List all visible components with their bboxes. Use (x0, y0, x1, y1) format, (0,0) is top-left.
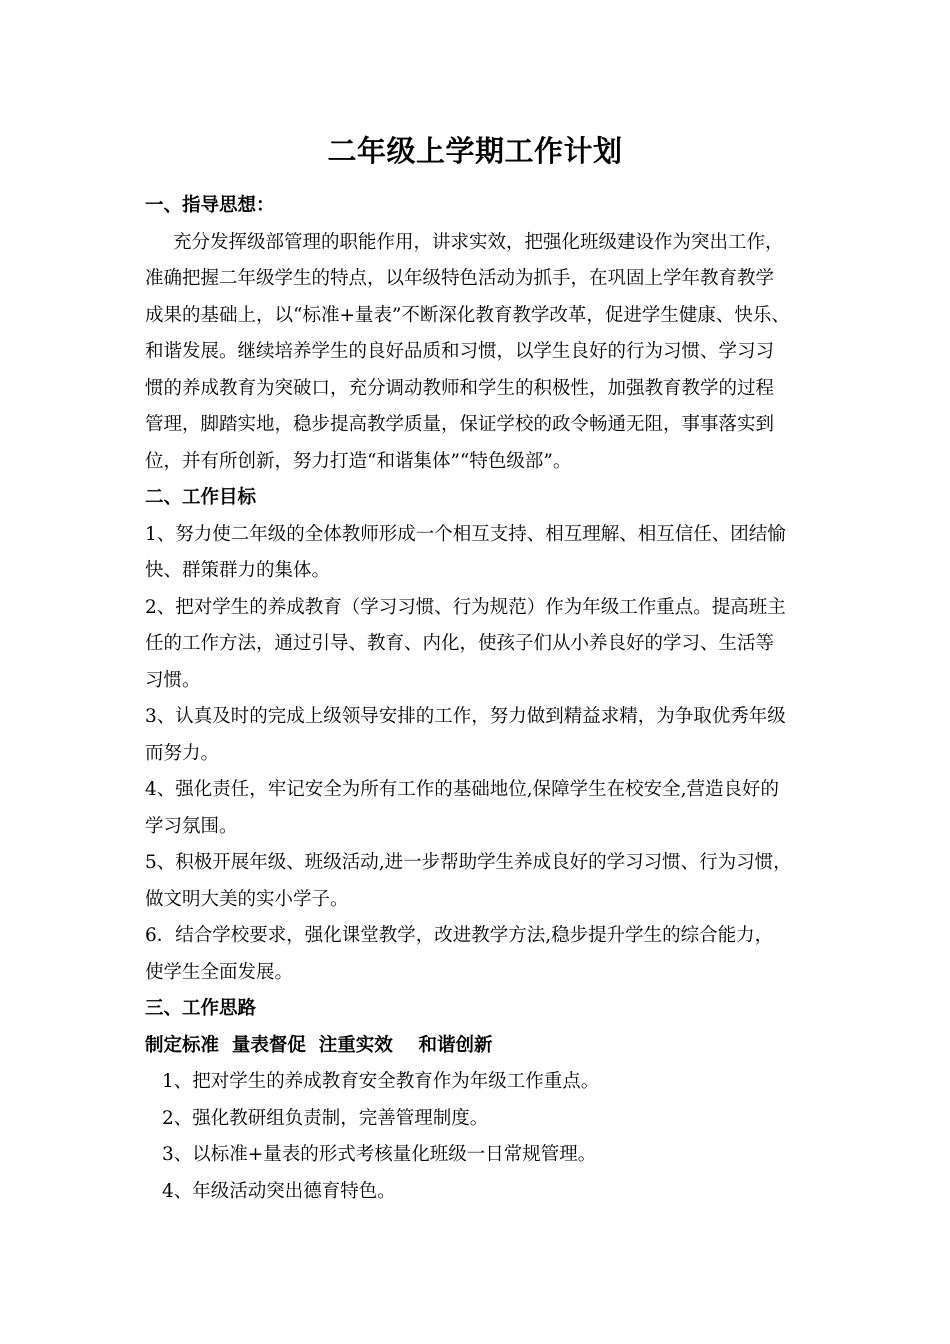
list-item-line: 任的工作方法，通过引导、教育、内化，使孩子们从小养良好的学习、生活等 (145, 633, 775, 654)
list-item (145, 590, 830, 700)
paragraph-line: 准确把握二年级学生的特点，以年级特色活动为抓手，在巩固上学年教育教学 (145, 268, 775, 289)
list-item-line: 快、群策群力的集体。 (145, 560, 331, 581)
work-approach-motto: 制定标准 量表督促 注重实效 和谐创新 (145, 1034, 493, 1056)
list-item-line: 而努力。 (145, 742, 220, 764)
document-body (145, 188, 830, 1210)
list-item-line: 2、把对学生的养成教育（学习习惯、行为规范）作为年级工作重点。提高班主 (145, 596, 786, 618)
list-item-line: 6．结合学校要求，强化课堂教学，改进教学方法,稳步提升学生的综合能力， (145, 925, 774, 946)
paragraph-line: 和谐发展。继续培养学生的良好品质和习惯，以学生良好的行为习惯、学习习 (145, 341, 775, 362)
work-approach-list (145, 1064, 830, 1210)
list-item-line: 学习氛围。 (145, 815, 238, 837)
list-item (145, 699, 830, 772)
list-item-line: 1、努力使二年级的全体教师形成一个相互支持、相互理解、相互信任、团结愉 (145, 523, 786, 545)
paragraph-line: 充分发挥级部管理的职能作用，讲求实效，把强化班级建设作为突出工作， (173, 231, 784, 253)
list-item (145, 772, 830, 845)
list-item-line: 习惯。 (145, 669, 201, 691)
list-item: 4、年级活动突出德育特色。 (162, 1180, 396, 1202)
paragraph-line: 成果的基础上，以“标准+量表”不断深化教育教学改革，促进学生健康、快乐、 (145, 304, 790, 326)
list-item (145, 517, 830, 590)
paragraph-line: 管理，脚踏实地，稳步提高教学质量，保证学校的政令畅通无阻，事事落实到 (145, 414, 775, 435)
list-item (145, 918, 830, 991)
list-item: 3、以标准+量表的形式考核量化班级一日常规管理。 (162, 1144, 597, 1165)
paragraph-line: 惯的养成教育为突破口，充分调动教师和学生的积极性，加强教育教学的过程 (145, 377, 775, 399)
section-heading-work-approach: 三、工作思路 (145, 998, 257, 1019)
list-item-line: 4、强化责任，牢记安全为所有工作的基础地位,保障学生在校安全,营造良好的 (145, 779, 780, 800)
document-title: 二年级上学期工作计划 (327, 134, 623, 168)
paragraph-line: 位，并有所创新，努力打造“和谐集体”“特色级部”。 (145, 450, 572, 472)
section-heading-guiding-thought: 一、指导思想： (145, 195, 275, 216)
list-item-line: 做文明大美的实小学子。 (145, 888, 349, 910)
list-item-line: 5、积极开展年级、班级活动,进一步帮助学生养成良好的学习习惯、行为习惯， (145, 852, 792, 873)
list-item-line: 使学生全面发展。 (145, 961, 294, 983)
guiding-thought-paragraph (145, 225, 830, 481)
list-item: 1、把对学生的养成教育安全教育作为年级工作重点。 (162, 1071, 600, 1092)
list-item: 2、强化教研组负责制，完善管理制度。 (162, 1107, 489, 1129)
section-heading-work-goals: 二、工作目标 (145, 487, 257, 508)
list-item-line: 3、认真及时的完成上级领导安排的工作，努力做到精益求精，为争取优秀年级 (145, 706, 786, 727)
work-goals-list (145, 517, 830, 992)
list-item (145, 845, 830, 918)
